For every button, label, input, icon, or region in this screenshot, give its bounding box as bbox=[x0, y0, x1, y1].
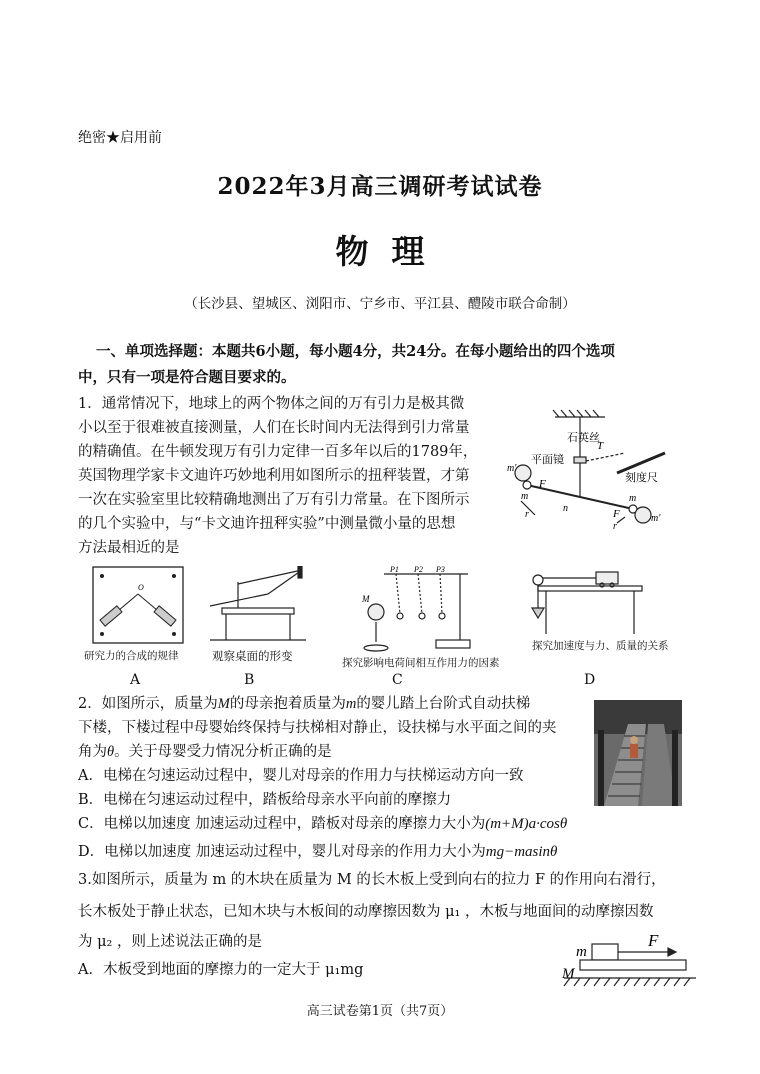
secret-mark: 绝密★启用前 bbox=[78, 130, 162, 146]
option-c-figure bbox=[352, 564, 474, 652]
option-a-letter: A bbox=[130, 672, 141, 688]
label-torque: T bbox=[597, 440, 604, 452]
q3-line3: 为 μ₂ ，则上述说法正确的是 bbox=[78, 934, 262, 950]
question-1-text bbox=[78, 392, 477, 560]
section1-heading-line1: 一、单项选择题：本题共6小题，每小题4分，共24分。在每小题给出的四个选项 bbox=[96, 343, 615, 360]
q1-line: 小以至于很难被直接测量，人们在长时间内无法得到引力常量 bbox=[78, 420, 470, 436]
q2-option-d-formula: mg−masinθ bbox=[485, 844, 558, 860]
option-d-letter: D bbox=[584, 672, 596, 688]
option-a-figure bbox=[92, 566, 184, 644]
label-m-prime-left: m′ bbox=[507, 463, 517, 474]
escalator-photo bbox=[594, 700, 682, 806]
label-r-left: r bbox=[525, 509, 529, 520]
q2-option-b: B．电梯在匀速运动过程中，踏板给母亲水平向前的摩擦力 bbox=[78, 792, 452, 808]
q2-var-M: M bbox=[217, 696, 230, 712]
q2-line1 bbox=[78, 692, 530, 716]
label-m-prime-right: m′ bbox=[651, 513, 661, 524]
q1-line: 的精确值。在牛顿发现万有引力定律一百多年以后的1789年， bbox=[78, 444, 478, 460]
q2-theta: θ bbox=[107, 744, 115, 760]
q1-line: 一次在实验室里比较精确地测出了万有引力常量。在下图所示 bbox=[78, 492, 470, 508]
q2-line3-a: 角为 bbox=[78, 744, 107, 760]
label-o: O bbox=[138, 583, 144, 592]
option-a-caption: 研究力的合成的规律 bbox=[84, 650, 179, 662]
q3-line2: 长木板处于静止状态，已知木块与木板间的动摩擦因数为 μ₁ ，木板与地面间的动摩擦因数 bbox=[78, 904, 654, 920]
label-p2: P2 bbox=[414, 565, 423, 574]
label-p3: P3 bbox=[436, 565, 445, 574]
block-board-figure bbox=[560, 930, 700, 994]
page-footer: 高三试卷第1页（共7页） bbox=[306, 1004, 454, 1019]
q2-option-c-formula: (m+M)a·cosθ bbox=[485, 816, 568, 832]
q2-line3 bbox=[78, 740, 332, 764]
option-c-caption: 探究影响电荷间相互作用力的因素 bbox=[342, 657, 500, 669]
fig-label-F: F bbox=[648, 931, 659, 950]
subject-title: 物 理 bbox=[335, 232, 425, 271]
q2-line1-a: 2．如图所示，质量为 bbox=[78, 696, 218, 712]
fig-label-M: M bbox=[562, 966, 575, 982]
label-p1: P1 bbox=[390, 565, 399, 574]
label-F-right: F bbox=[613, 508, 620, 520]
label-mirror: 平面镜 bbox=[531, 454, 564, 466]
q1-line: 英国物理学家卡文迪许巧妙地利用如图所示的扭秤装置，才第 bbox=[78, 468, 470, 484]
q2-var-m: m bbox=[345, 696, 357, 712]
q2-option-d bbox=[78, 840, 557, 864]
label-m-right: m bbox=[629, 493, 637, 504]
label-n: n bbox=[563, 503, 568, 514]
label-ruler: 刻度尺 bbox=[625, 472, 658, 484]
section1-heading-line2: 中，只有一项是符合题目要求的。 bbox=[78, 369, 296, 386]
q1-line: 方法最相近的是 bbox=[78, 540, 180, 556]
q2-option-c bbox=[78, 812, 567, 836]
option-c-letter: C bbox=[392, 672, 403, 688]
q2-option-a: A．电梯在匀速运动过程中，婴儿对母亲的作用力与扶梯运动方向一致 bbox=[78, 768, 524, 784]
q3-option-a: A．木板受到地面的摩擦力的一定大于 μ₁mg bbox=[78, 962, 364, 978]
label-m-left: m bbox=[521, 491, 529, 502]
label-F-left: F bbox=[539, 478, 546, 490]
option-b-caption: 观察桌面的形变 bbox=[212, 649, 293, 663]
q1-line: 的几个实验中，与“卡文迪许扭秤实验”中测量微小量的思想 bbox=[78, 516, 456, 532]
author-line: （长沙县、望城区、浏阳市、宁乡市、平江县、醴陵市联合命制） bbox=[184, 296, 576, 312]
option-b-figure bbox=[208, 566, 308, 642]
q2-option-c-text: C．电梯以加速度 加速运动过程中，踏板对母亲的摩擦力大小为 bbox=[78, 816, 486, 832]
q1-line: 1．通常情况下，地球上的两个物体之间的万有引力是极其微 bbox=[78, 396, 465, 412]
fig-label-m: m bbox=[576, 944, 587, 960]
torsion-balance-figure bbox=[505, 405, 675, 530]
q3-line1: 3.如图所示，质量为 m 的木块在质量为 M 的长木板上受到向右的拉力 F 的作用向右滑行， bbox=[78, 872, 666, 888]
q2-option-d-text: D．电梯以加速度 加速运动过程中，婴儿对母亲的作用力大小为 bbox=[78, 844, 486, 860]
label-quartz: 石英丝 bbox=[567, 432, 600, 444]
q2-line1-b: 的母亲抱着质量为 bbox=[229, 696, 346, 712]
label-M: M bbox=[362, 594, 370, 604]
exam-title: 2022年3月高三调研考试试卷 bbox=[217, 173, 543, 200]
option-b-letter: B bbox=[244, 672, 255, 688]
option-d-caption: 探究加速度与力、质量的关系 bbox=[532, 640, 669, 652]
label-r-right: r bbox=[613, 521, 617, 530]
q2-line1-c: 的婴儿踏上台阶式自动扶梯 bbox=[356, 696, 531, 712]
q2-line3-b: 。关于母婴受力情况分析正确的是 bbox=[114, 744, 332, 760]
option-d-figure bbox=[524, 566, 644, 636]
q2-line2: 下楼，下楼过程中母婴始终保持与扶梯相对静止，设扶梯与水平面之间的夹 bbox=[78, 720, 557, 736]
